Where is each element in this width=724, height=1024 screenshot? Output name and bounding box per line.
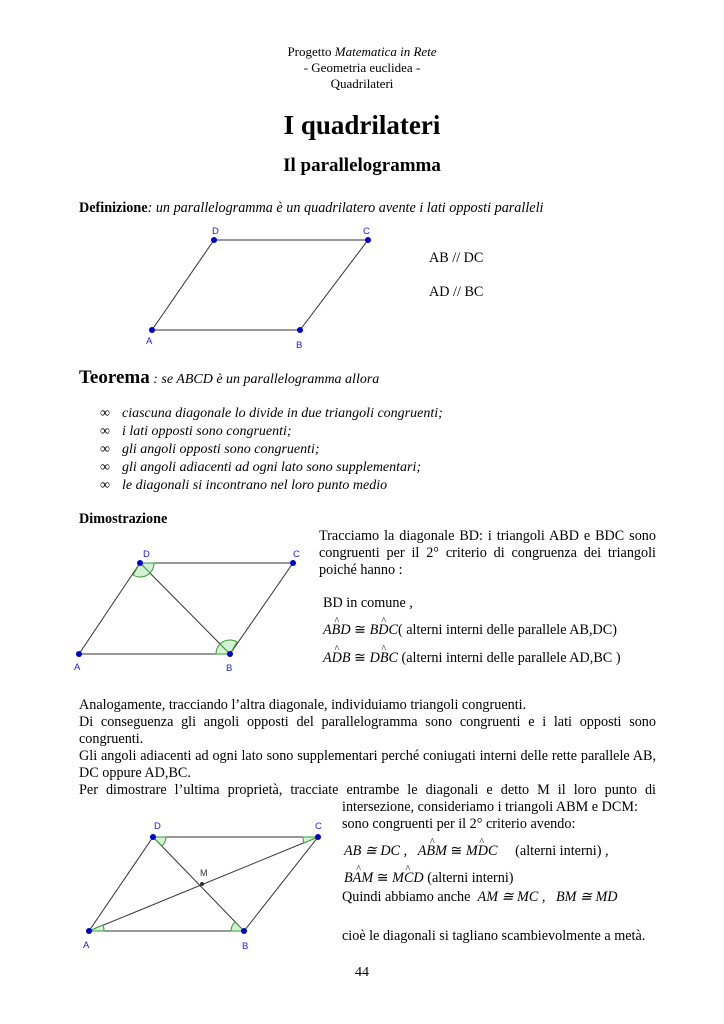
- definition-label: Definizione: [79, 200, 148, 216]
- list-item: [100, 441, 320, 458]
- theorem-text: : se ABCD è un parallelogramma allora: [149, 372, 380, 387]
- paragraph: Analogamente, tracciando l’altra diagonale, individuiamo triangoli congruenti.: [79, 697, 527, 713]
- quindi-prefix: Quindi abbiamo anche: [342, 889, 471, 905]
- page-title: I quadrilateri: [283, 110, 441, 140]
- angle-abm: ^ ABM: [418, 843, 447, 860]
- parallelogram-shape: [79, 563, 293, 654]
- header-line-3: Quadrilateri: [330, 76, 394, 91]
- vertex-a: [86, 928, 92, 934]
- segment-equality: AB ≅ DC ,: [344, 843, 408, 859]
- angle-note: (alterni interni delle parallele AD,BC ): [401, 650, 621, 666]
- header-line-1: [0, 44, 724, 59]
- congruent-symbol: ≅: [354, 622, 367, 638]
- label-c: C: [363, 226, 370, 237]
- label-c: C: [293, 549, 300, 560]
- vertex-d: [150, 834, 156, 840]
- list-item-text: gli angoli adiacenti ad ogni lato sono supplementari;: [122, 460, 422, 475]
- angle-abd: ^ ABD: [323, 622, 351, 639]
- paragraph: Di conseguenza gli angoli opposti del parallelogramma sono congruenti e i lati opposti sono congruenti.: [79, 714, 656, 747]
- angle-note: (alterni interni) ,: [515, 843, 609, 859]
- relation-ad-bc: AD // BC: [429, 284, 484, 300]
- bullet-icon: ∞: [100, 478, 110, 493]
- vertex-a: [76, 651, 82, 657]
- definition: [79, 200, 543, 217]
- label-a: A: [83, 940, 90, 951]
- list-item: [100, 423, 292, 440]
- bullet-icon: ∞: [100, 442, 110, 457]
- parallelogram-figure-3: [80, 815, 330, 955]
- vertex-b: [297, 327, 303, 333]
- label-d: D: [143, 549, 150, 560]
- vertex-b: [241, 928, 247, 934]
- definition-text: : un parallelogramma è un quadrilatero avente i lati opposti paralleli: [147, 200, 544, 216]
- angle-adb: ^ ADB: [323, 650, 351, 667]
- theorem: [79, 367, 379, 389]
- theorem-label: Teorema: [79, 367, 150, 388]
- header-project-name: Matematica in Rete: [334, 44, 437, 59]
- label-d: D: [212, 226, 219, 237]
- label-a: A: [74, 662, 81, 673]
- header-prefix: Progetto: [287, 44, 332, 59]
- page-number: 44: [355, 965, 369, 980]
- paragraph: Gli angoli adiacenti ad ogni lato sono supplementari perché coniugati interni delle rette parallele AB, DC oppure AD,BC.: [79, 748, 656, 781]
- label-b: B: [242, 941, 249, 952]
- angle-note: ( alterni interni delle parallele AB,DC): [397, 622, 617, 638]
- list-item: [100, 459, 421, 476]
- proof-label: Dimostrazione: [79, 511, 168, 527]
- parallelogram-figure-1: [140, 222, 380, 352]
- vertex-d: [137, 560, 143, 566]
- angle-mdc: ^ MDC: [466, 843, 498, 860]
- relation-ab-dc: AB // DC: [429, 250, 484, 266]
- angle-bam: ^ BAM: [344, 870, 373, 887]
- angle-dbc: ^ DBC: [370, 650, 398, 667]
- paragraph-last-property: Per dimostrare l’ultima proprietà, tracciate entrambe le diagonali e detto M il loro punto di: [79, 782, 656, 798]
- vertex-b: [227, 651, 233, 657]
- diagonal-bd: [140, 563, 230, 654]
- intersection-text: intersezione, consideriamo i triangoli ABM e DCM:: [342, 799, 638, 815]
- parallelogram-shape: [152, 240, 368, 330]
- label-b: B: [296, 340, 303, 351]
- vertex-c: [365, 237, 371, 243]
- vertex-c: [290, 560, 296, 566]
- angle-note: (alterni interni): [427, 870, 514, 886]
- congruent-symbol: ≅: [354, 650, 367, 666]
- header-line-2: - Geometria euclidea -: [303, 60, 421, 75]
- parallelogram-figure-2: [70, 545, 310, 675]
- conclusion: cioè le diagonali si tagliano scambievolmente a metà.: [342, 928, 646, 944]
- proof-angle-equality-1: [323, 622, 617, 639]
- congruence-line-2: ^ BAM ≅ ^ MCD (alterni interni): [344, 870, 514, 887]
- list-item: [100, 477, 387, 494]
- bullet-icon: ∞: [100, 460, 110, 475]
- section-subtitle: Il parallelogramma: [283, 155, 441, 176]
- label-b: B: [226, 663, 233, 674]
- label-d: D: [154, 821, 161, 832]
- equality-am-mc: AM ≅ MC ,: [477, 889, 546, 905]
- angle-bdc: ^ BDC: [370, 622, 398, 639]
- proof-angle-equality-2: [323, 650, 621, 667]
- list-item: [100, 405, 443, 422]
- diagonal-bd: [153, 837, 244, 931]
- vertex-c: [315, 834, 321, 840]
- proof-intro: Tracciamo la diagonale BD: i triangoli ABD e BDC sono congruenti per il 2° criterio di congruenza dei triangoli poiché hanno :: [319, 528, 656, 578]
- bullet-icon: ∞: [100, 424, 110, 439]
- quindi-line: [342, 889, 618, 906]
- label-a: A: [146, 336, 153, 347]
- criterion-text: sono congruenti per il 2° criterio avendo:: [342, 816, 576, 832]
- list-item-text: i lati opposti sono congruenti;: [122, 424, 292, 439]
- congruence-line-1: AB ≅ DC , ^ ABM ≅ ^ MDC (alterni interni) ,: [344, 843, 656, 860]
- list-item-text: le diagonali si incontrano nel loro punto medio: [122, 478, 388, 493]
- equality-bm-md: BM ≅ MD: [556, 889, 618, 905]
- angle-mcd: ^ MCD: [392, 870, 424, 887]
- vertex-d: [211, 237, 217, 243]
- list-item-text: gli angoli opposti sono congruenti;: [122, 442, 320, 457]
- label-c: C: [315, 821, 322, 832]
- bullet-icon: ∞: [100, 406, 110, 421]
- label-m: M: [200, 868, 208, 878]
- midpoint-m: [200, 882, 204, 886]
- vertex-a: [149, 327, 155, 333]
- proof-common-side: BD in comune ,: [323, 595, 413, 611]
- list-item-text: ciascuna diagonale lo divide in due triangoli congruenti;: [122, 406, 443, 421]
